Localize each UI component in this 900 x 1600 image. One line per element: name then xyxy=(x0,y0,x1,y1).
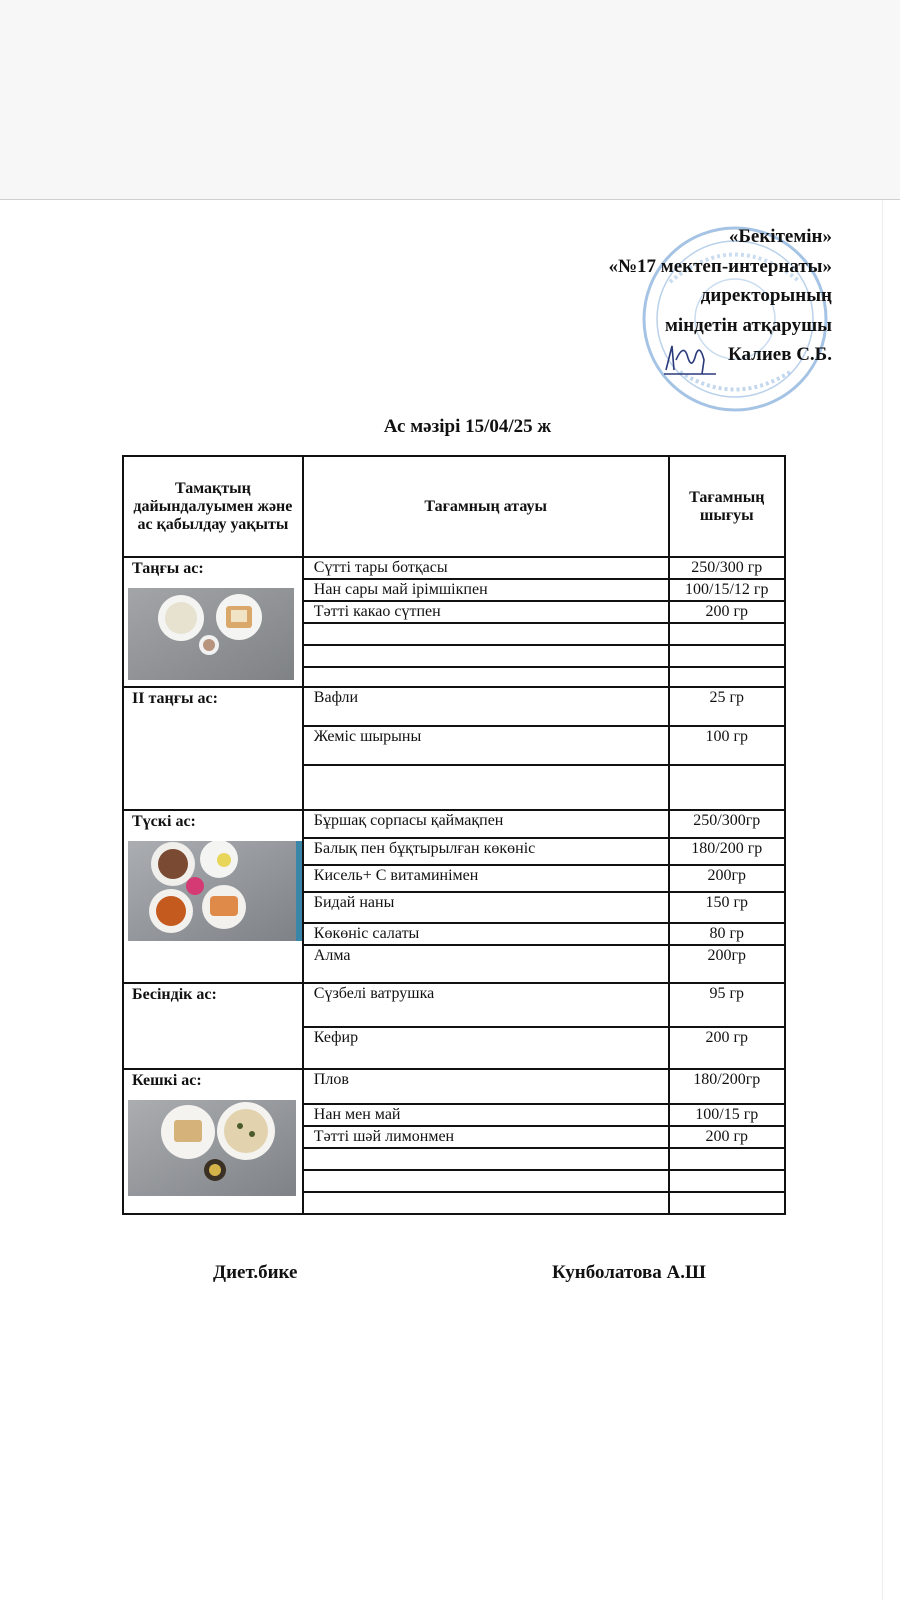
dish-qty: 100/15 гр xyxy=(669,1104,785,1126)
dish-qty xyxy=(669,645,785,667)
dish-qty: 150 гр xyxy=(669,892,785,923)
table-row xyxy=(123,687,785,726)
dish-name: Нан сары май ірімшікпен xyxy=(303,579,669,601)
approval-block xyxy=(520,222,832,370)
dish-qty: 100 гр xyxy=(669,726,785,765)
dietitian-role: Диет.бике xyxy=(213,1262,298,1283)
dish-qty xyxy=(669,623,785,645)
meal-name: Кешкі ас: xyxy=(132,1072,202,1089)
dish-qty: 250/300 гр xyxy=(669,557,785,579)
dish-qty xyxy=(669,667,785,687)
table-row xyxy=(123,810,785,838)
dish-name xyxy=(303,623,669,645)
table-row xyxy=(123,983,785,1027)
meal-name: Таңғы ас: xyxy=(132,560,204,577)
table-row xyxy=(123,1069,785,1104)
dish-qty: 100/15/12 гр xyxy=(669,579,785,601)
meal-name: Бесіндік ас: xyxy=(132,986,217,1003)
table-header-row xyxy=(123,456,785,557)
dish-name: Балық пен бұқтырылған көкөніс xyxy=(303,838,669,865)
dish-name: Сүтті тары ботқасы xyxy=(303,557,669,579)
dish-qty: 200гр xyxy=(669,945,785,983)
dish-name xyxy=(303,1192,669,1214)
dish-name: Плов xyxy=(303,1069,669,1104)
dish-name: Вафли xyxy=(303,687,669,726)
dish-qty: 95 гр xyxy=(669,983,785,1027)
dish-name: Тәтті шәй лимонмен xyxy=(303,1126,669,1148)
meal-cell xyxy=(123,983,303,1069)
breakfast-photo xyxy=(128,588,294,680)
dish-name xyxy=(303,667,669,687)
dish-qty: 250/300гр xyxy=(669,810,785,838)
dish-name: Тәтті какао сүтпен xyxy=(303,601,669,623)
dish-qty xyxy=(669,1170,785,1192)
approval-line: директорының xyxy=(700,285,832,306)
dish-name xyxy=(303,1170,669,1192)
menu-table xyxy=(122,455,786,1215)
dish-name: Бидай наны xyxy=(303,892,669,923)
dish-name xyxy=(303,645,669,667)
dish-qty: 200 гр xyxy=(669,1126,785,1148)
dish-name xyxy=(303,765,669,810)
table-row xyxy=(123,557,785,579)
dish-qty: 200 гр xyxy=(669,601,785,623)
meal-cell xyxy=(123,687,303,810)
meal-name: Түскі ас: xyxy=(132,813,196,830)
header-meal-time: Тамақтың дайындалуымен және ас қабылдау уақыты xyxy=(123,456,303,557)
dinner-photo xyxy=(128,1100,296,1196)
dish-name: Кефир xyxy=(303,1027,669,1069)
dish-qty xyxy=(669,1192,785,1214)
dish-name: Бұршақ сорпасы қаймақпен xyxy=(303,810,669,838)
dish-name: Жеміс шырыны xyxy=(303,726,669,765)
dish-qty: 180/200 гр xyxy=(669,838,785,865)
dish-name: Көкөніс салаты xyxy=(303,923,669,945)
lunch-photo xyxy=(128,841,302,941)
top-blank-area xyxy=(0,0,900,200)
header-dish-name: Тағамның атауы xyxy=(303,456,669,557)
header-dish-output: Тағамның шығуы xyxy=(669,456,785,557)
meal-cell xyxy=(123,810,303,983)
meal-name: ІІ таңғы ас: xyxy=(132,690,218,707)
dish-name: Алма xyxy=(303,945,669,983)
dish-qty: 180/200гр xyxy=(669,1069,785,1104)
dish-qty: 200 гр xyxy=(669,1027,785,1069)
meal-cell xyxy=(123,1069,303,1214)
dish-name: Нан мен май xyxy=(303,1104,669,1126)
dish-qty: 25 гр xyxy=(669,687,785,726)
dish-qty xyxy=(669,765,785,810)
dish-name xyxy=(303,1148,669,1170)
dish-qty: 80 гр xyxy=(669,923,785,945)
approval-line: «№17 мектеп-интернаты» xyxy=(608,255,832,277)
approval-line: Калиев С.Б. xyxy=(727,344,832,365)
approval-line: «Бекітемін» xyxy=(728,226,832,247)
dish-name: Кисель+ С витаминімен xyxy=(303,865,669,892)
dish-qty: 200гр xyxy=(669,865,785,892)
dietitian-name: Кунболатова А.Ш xyxy=(552,1262,706,1283)
dish-name: Сүзбелі ватрушка xyxy=(303,983,669,1027)
approval-line: міндетін атқарушы xyxy=(664,314,832,336)
dish-qty xyxy=(669,1148,785,1170)
meal-cell xyxy=(123,557,303,687)
page-title: Ас мәзірі 15/04/25 ж xyxy=(383,416,552,437)
